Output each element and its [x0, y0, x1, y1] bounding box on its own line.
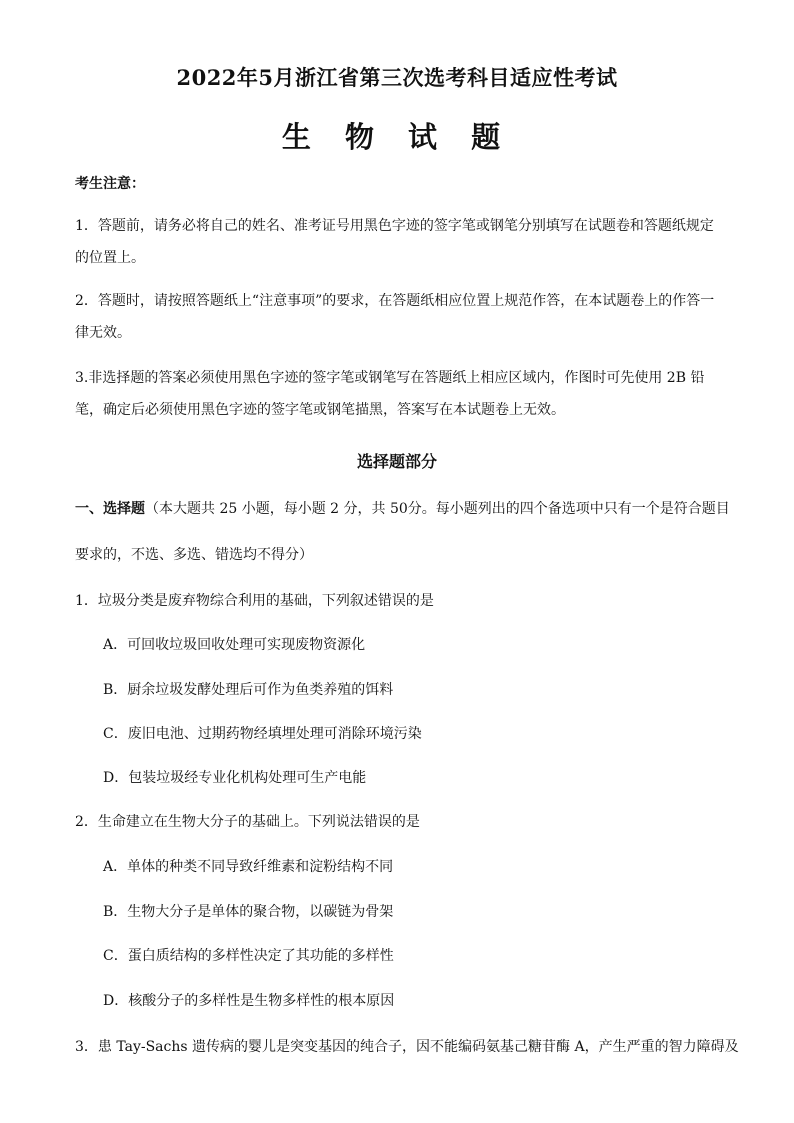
- notice-item-1: 1．答题前，请务必将自己的姓名、准考证号用黑色字迹的签字笔或钢笔分别填写在试题卷和答题纸规定的位置上。: [75, 218, 714, 266]
- question-option: D．核酸分子的多样性是生物多样性的根本原因: [103, 993, 395, 1009]
- part-instructions-line-2: 要求的，不选、多选、错选均不得分）: [75, 547, 313, 563]
- question-option: B．生物大分子是单体的聚合物，以碳链为骨架: [103, 904, 394, 920]
- question-option: D．包装垃圾经专业化机构处理可生产电能: [103, 770, 367, 786]
- question-stem: 1．垃圾分类是废弃物综合利用的基础，下列叙述错误的是: [75, 593, 434, 609]
- part-label: 一、选择题: [75, 501, 145, 517]
- notice-item-2: 2．答题时，请按照答题纸上“注意事项”的要求，在答题纸相应位置上规范作答，在本试题卷上的作答一律无效。: [75, 293, 715, 341]
- section-title: 选择题部分: [356, 452, 437, 471]
- question-option: B．厨余垃圾发酵处理后可作为鱼类养殖的饵料: [103, 682, 394, 698]
- question-stem: 2．生命建立在生物大分子的基础上。下列说法错误的是: [75, 814, 420, 830]
- question-option: C．废旧电池、过期药物经填埋处理可消除环境污染: [103, 726, 422, 742]
- notice-item-3: 3.非选择题的答案必须使用黑色字迹的签字笔或钢笔写在答题纸上相应区域内，作图时可先使用 2B 铅笔，确定后必须使用黑色字迹的签字笔或钢笔描黑，答案写在本试题卷上无效。: [75, 370, 705, 418]
- question-option: C．蛋白质结构的多样性决定了其功能的多样性: [103, 948, 394, 964]
- subject-title: 生 物 试 题: [281, 120, 513, 154]
- part-desc: （本大题共 25 小题，每小题 2 分，共 50分。每小题列出的四个备选项中只有一个是符合题目: [145, 501, 730, 517]
- question-stem: 3．患 Tay-Sachs 遗传病的婴儿是突变基因的纯合子，因不能编码氨基己糖苷酶 A，产生严重的智力障碍及: [75, 1039, 739, 1055]
- notice-heading: 考生注意：: [75, 176, 145, 192]
- question-option: A．单体的种类不同导致纤维素和淀粉结构不同: [103, 859, 394, 875]
- exam-title: 2022年5月浙江省第三次选考科目适应性考试: [176, 65, 618, 90]
- question-option: A．可回收垃圾回收处理可实现废物资源化: [103, 637, 366, 653]
- part-instructions-line-1: [75, 498, 730, 518]
